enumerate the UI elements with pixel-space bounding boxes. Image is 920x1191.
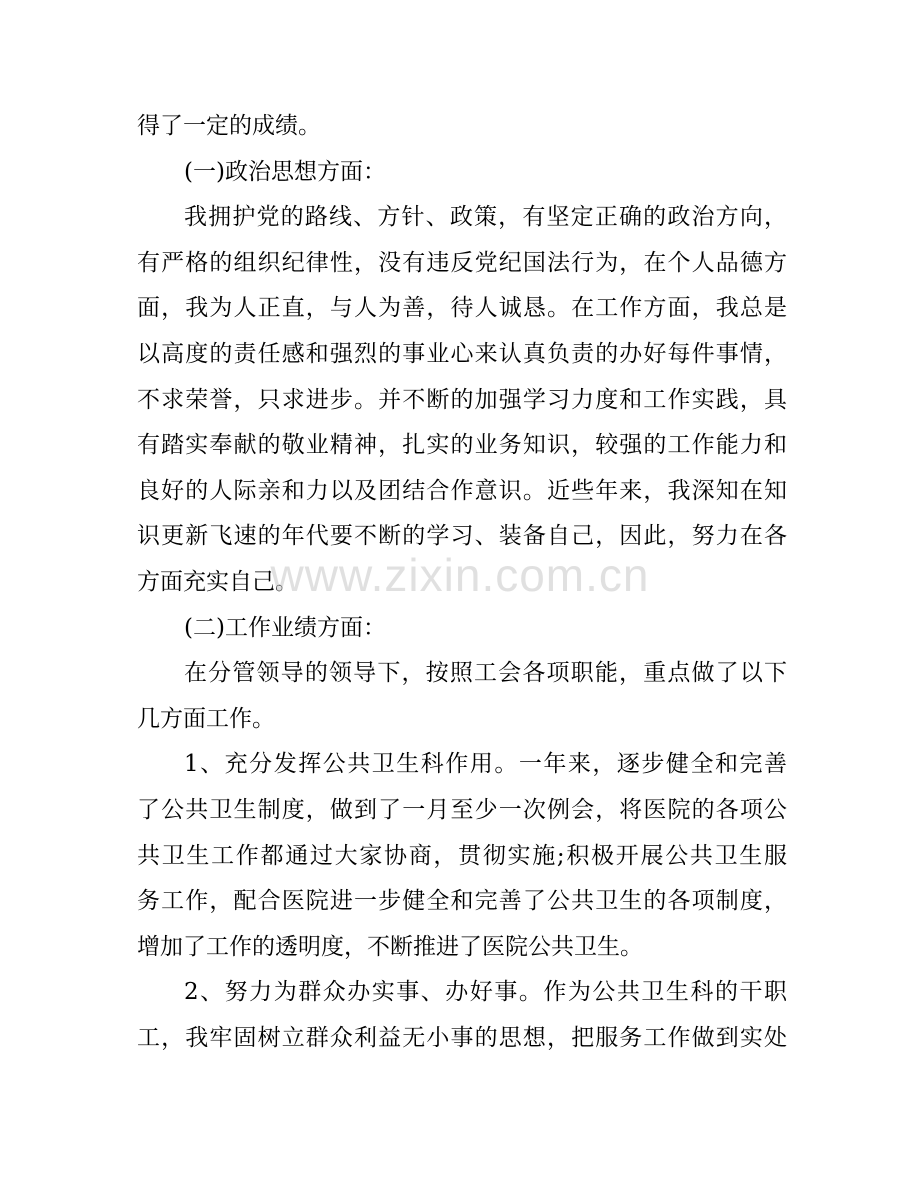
watermark: www.zixin.com.cn — [270, 549, 650, 601]
text-line: 得了一定的成绩。 — [137, 113, 321, 139]
text-line: 在分管领导的领导下，按照工会各项职能，重点做了以下 — [184, 660, 787, 687]
text-line: 良好的人际亲和力以及团结合作意识。近些年来，我深知在知 — [137, 477, 787, 504]
text-line: 以高度的责任感和强烈的事业心来认真负责的办好每件事情， — [137, 340, 787, 367]
text-line: 识更新飞速的年代要不断的学习、装备自己，因此，努力在各 — [137, 523, 787, 550]
text-line: (一)政治思想方面： — [184, 158, 386, 185]
text-line: 1、充分发挥公共卫生科作用。一年来，逐步健全和完善 — [184, 751, 787, 778]
text-line: 不求荣誉，只求进步。并不断的加强学习力度和工作实践，具 — [137, 386, 787, 413]
text-line: 务工作，配合医院进一步健全和完善了公共卫生的各项制度， — [137, 888, 787, 915]
text-line: 有踏实奉献的敬业精神，扎实的业务知识，较强的工作能力和 — [137, 432, 787, 459]
text-line: 工，我牢固树立群众利益无小事的思想，把服务工作做到实处 — [137, 1024, 787, 1051]
text-line: 方面充实自己。 — [137, 568, 298, 595]
document-body — [137, 104, 787, 1061]
text-line: 增加了工作的透明度，不断推进了医院公共卫生。 — [137, 933, 643, 960]
text-line: (二)工作业绩方面： — [184, 614, 386, 641]
text-line: 面，我为人正直，与人为善，待人诚恳。在工作方面，我总是 — [137, 295, 787, 322]
text-line: 共卫生工作都通过大家协商，贯彻实施;积极开展公共卫生服 — [137, 842, 787, 869]
text-line: 几方面工作。 — [137, 705, 275, 732]
text-line: 2、努力为群众办实事、办好事。作为公共卫生科的干职 — [184, 979, 787, 1006]
text-line: 有严格的组织纪律性，没有违反党纪国法行为，在个人品德方 — [137, 249, 787, 276]
text-line: 了公共卫生制度，做到了一月至少一次例会，将医院的各项公 — [137, 796, 787, 823]
text-line: 我拥护党的路线、方针、政策，有坚定正确的政治方向， — [184, 204, 787, 231]
